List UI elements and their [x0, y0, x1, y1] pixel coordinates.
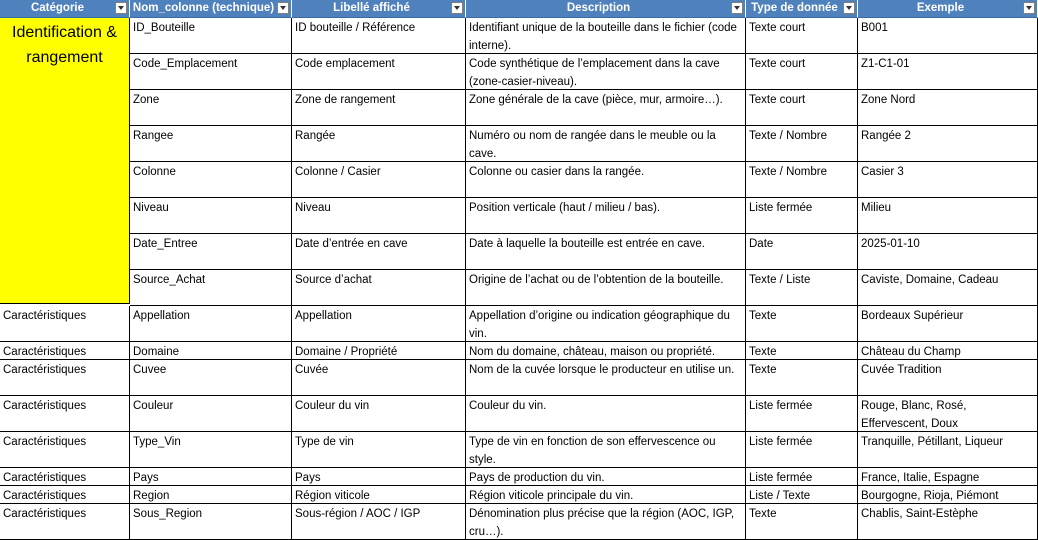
header-description[interactable] [466, 0, 746, 18]
cell-exemple[interactable]: Bourgogne, Rioja, Piémont [858, 486, 1038, 504]
filter-dropdown-icon[interactable] [1023, 2, 1035, 14]
header-label: Libellé affiché [333, 2, 410, 14]
header-label: Catégorie [30, 2, 85, 14]
cell-libelle[interactable]: Cuvée [292, 360, 466, 396]
cell-libelle[interactable]: Région viticole [292, 486, 466, 504]
filter-dropdown-icon[interactable] [451, 2, 463, 14]
cell-libelle[interactable]: Zone de rangement [292, 90, 466, 126]
cell-libelle[interactable]: Pays [292, 468, 466, 486]
cell-nom-colonne[interactable]: ID_Bouteille [130, 18, 292, 54]
cell-libelle[interactable]: Couleur du vin [292, 396, 466, 432]
cell-type-donnee[interactable]: Texte [746, 306, 858, 342]
cell-categorie[interactable]: Caractéristiques [0, 486, 130, 504]
cell-type-donnee[interactable]: Liste fermée [746, 432, 858, 468]
header-categorie[interactable] [0, 0, 130, 18]
cell-type-donnee[interactable]: Texte court [746, 18, 858, 54]
cell-libelle[interactable]: Niveau [292, 198, 466, 234]
header-exemple[interactable] [858, 0, 1038, 18]
filter-dropdown-icon[interactable] [731, 2, 743, 14]
cell-nom-colonne[interactable]: Zone [130, 90, 292, 126]
cell-nom-colonne[interactable]: Sous_Region [130, 504, 292, 540]
cell-libelle[interactable]: Type de vin [292, 432, 466, 468]
header-label: Nom_colonne (technique) [132, 2, 275, 14]
cell-description[interactable]: Position verticale (haut / milieu / bas). [466, 198, 746, 234]
cell-description[interactable]: Zone générale de la cave (pièce, mur, armoire…). [466, 90, 746, 126]
cell-description[interactable]: Identifiant unique de la bouteille dans le fichier (code interne). [466, 18, 746, 54]
cell-nom-colonne[interactable]: Pays [130, 468, 292, 486]
cell-libelle[interactable]: ID bouteille / Référence [292, 18, 466, 54]
cell-nom-colonne[interactable]: Type_Vin [130, 432, 292, 468]
cell-description[interactable]: Couleur du vin. [466, 396, 746, 432]
cell-categorie[interactable]: Caractéristiques [0, 360, 130, 396]
cell-type-donnee[interactable]: Texte court [746, 54, 858, 90]
cell-type-donnee[interactable]: Date [746, 234, 858, 270]
cell-exemple[interactable]: Bordeaux Supérieur [858, 306, 1038, 342]
cell-type-donnee[interactable]: Liste fermée [746, 468, 858, 486]
cell-description[interactable]: Origine de l’achat ou de l’obtention de la bouteille. [466, 270, 746, 306]
cell-exemple[interactable]: Caviste, Domaine, Cadeau [858, 270, 1038, 306]
cell-nom-colonne[interactable]: Date_Entree [130, 234, 292, 270]
cell-categorie[interactable]: Caractéristiques [0, 306, 130, 342]
cell-exemple[interactable]: B001 [858, 18, 1038, 54]
cell-nom-colonne[interactable]: Rangee [130, 126, 292, 162]
cell-libelle[interactable]: Source d’achat [292, 270, 466, 306]
cell-exemple[interactable]: Tranquille, Pétillant, Liqueur [858, 432, 1038, 468]
header-libelle[interactable] [292, 0, 466, 18]
cell-type-donnee[interactable]: Texte / Nombre [746, 162, 858, 198]
header-label: Type de donnée [751, 2, 838, 14]
cell-nom-colonne[interactable]: Cuvee [130, 360, 292, 396]
cell-description[interactable]: Numéro ou nom de rangée dans le meuble ou la cave. [466, 126, 746, 162]
header-type-donnee[interactable] [746, 0, 858, 18]
cell-type-donnee[interactable]: Texte [746, 504, 858, 540]
filter-dropdown-icon[interactable] [115, 2, 127, 14]
cell-nom-colonne[interactable]: Couleur [130, 396, 292, 432]
cell-type-donnee[interactable]: Texte / Liste [746, 270, 858, 306]
cell-nom-colonne[interactable]: Region [130, 486, 292, 504]
cell-exemple[interactable]: France, Italie, Espagne [858, 468, 1038, 486]
cell-description[interactable]: Nom du domaine, château, maison ou propriété. [466, 342, 746, 360]
cell-description[interactable]: Nom de la cuvée lorsque le producteur en utilise un. [466, 360, 746, 396]
filter-dropdown-icon[interactable] [277, 2, 289, 14]
cell-categorie[interactable]: Caractéristiques [0, 396, 130, 432]
cell-type-donnee[interactable]: Texte court [746, 90, 858, 126]
cell-exemple[interactable]: Zone Nord [858, 90, 1038, 126]
cell-exemple[interactable]: 2025-01-10 [858, 234, 1038, 270]
cell-libelle[interactable]: Rangée [292, 126, 466, 162]
cell-libelle[interactable]: Colonne / Casier [292, 162, 466, 198]
cell-description[interactable]: Colonne ou casier dans la rangée. [466, 162, 746, 198]
cell-exemple[interactable]: Rouge, Blanc, Rosé, Effervescent, Doux [858, 396, 1038, 432]
cell-nom-colonne[interactable]: Domaine [130, 342, 292, 360]
cell-exemple[interactable]: Château du Champ [858, 342, 1038, 360]
cell-type-donnee[interactable]: Liste / Texte [746, 486, 858, 504]
cell-exemple[interactable]: Rangée 2 [858, 126, 1038, 162]
cell-libelle[interactable]: Sous-région / AOC / IGP [292, 504, 466, 540]
cell-libelle[interactable]: Domaine / Propriété [292, 342, 466, 360]
category-merged-cell[interactable]: Identification & rangement [0, 18, 130, 304]
cell-exemple[interactable]: Chablis, Saint-Estèphe [858, 504, 1038, 540]
cell-description[interactable]: Code synthétique de l’emplacement dans la cave (zone-casier-niveau). [466, 54, 746, 90]
header-label: Exemple [916, 2, 965, 14]
cell-libelle[interactable]: Appellation [292, 306, 466, 342]
cell-nom-colonne[interactable]: Appellation [130, 306, 292, 342]
cell-nom-colonne[interactable]: Code_Emplacement [130, 54, 292, 90]
cell-exemple[interactable]: Casier 3 [858, 162, 1038, 198]
cell-exemple[interactable]: Cuvée Tradition [858, 360, 1038, 396]
cell-categorie[interactable]: Caractéristiques [0, 468, 130, 486]
header-label: Description [566, 2, 631, 14]
cell-nom-colonne[interactable]: Source_Achat [130, 270, 292, 306]
filter-dropdown-icon[interactable] [843, 2, 855, 14]
cell-type-donnee[interactable]: Texte [746, 360, 858, 396]
cell-nom-colonne[interactable]: Niveau [130, 198, 292, 234]
header-nom-colonne[interactable] [130, 0, 292, 18]
cell-libelle[interactable]: Code emplacement [292, 54, 466, 90]
cell-categorie[interactable]: Caractéristiques [0, 504, 130, 540]
cell-type-donnee[interactable]: Texte [746, 342, 858, 360]
cell-exemple[interactable]: Milieu [858, 198, 1038, 234]
cell-description[interactable]: Dénomination plus précise que la région (AOC, IGP, cru…). [466, 504, 746, 540]
cell-description[interactable]: Région viticole principale du vin. [466, 486, 746, 504]
cell-categorie[interactable]: Caractéristiques [0, 342, 130, 360]
cell-type-donnee[interactable]: Liste fermée [746, 198, 858, 234]
cell-description[interactable]: Appellation d’origine ou indication géographique du vin. [466, 306, 746, 342]
cell-libelle[interactable]: Date d’entrée en cave [292, 234, 466, 270]
cell-exemple[interactable]: Z1-C1-01 [858, 54, 1038, 90]
cell-description[interactable]: Pays de production du vin. [466, 468, 746, 486]
cell-categorie[interactable]: Caractéristiques [0, 432, 130, 468]
cell-description[interactable]: Type de vin en fonction de son effervescence ou style. [466, 432, 746, 468]
cell-type-donnee[interactable]: Texte / Nombre [746, 126, 858, 162]
cell-type-donnee[interactable]: Liste fermée [746, 396, 858, 432]
cell-description[interactable]: Date à laquelle la bouteille est entrée en cave. [466, 234, 746, 270]
cell-nom-colonne[interactable]: Colonne [130, 162, 292, 198]
